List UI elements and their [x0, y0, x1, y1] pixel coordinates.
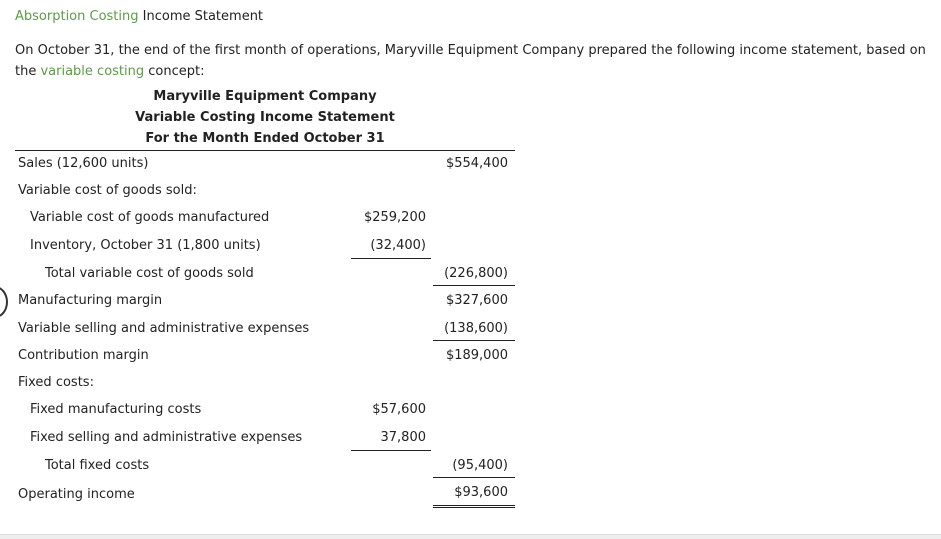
row-label-variable-selling-admin: Variable selling and administrative expenses	[18, 321, 310, 336]
subtotal-rule	[351, 450, 431, 451]
row-value-manufacturing-margin: $327,600	[445, 293, 508, 308]
subtotal-rule	[433, 340, 515, 341]
row-label-contribution-margin: Contribution margin	[18, 348, 149, 363]
row-value-variable-cogm: $259,200	[363, 210, 426, 225]
row-label-sales: Sales (12,600 units)	[18, 156, 149, 171]
row-label-total-fixed-costs: Total fixed costs	[45, 458, 150, 473]
row-value-inventory: (32,400)	[370, 238, 426, 253]
header-rule	[15, 150, 515, 151]
row-label-operating-income: Operating income	[18, 487, 135, 502]
row-value-fixed-selling-admin: 37,800	[380, 430, 426, 445]
row-value-fixed-manufacturing: $57,600	[372, 402, 426, 417]
row-value-variable-selling-admin: (138,600)	[444, 321, 508, 336]
absorption-costing-link[interactable]: Absorption Costing	[15, 9, 139, 24]
intro-text-after: concept:	[144, 64, 205, 79]
company-name: Maryville Equipment Company	[153, 89, 377, 104]
row-label-variable-cogs: Variable cost of goods sold:	[18, 183, 197, 198]
cursor-circle-icon	[0, 286, 8, 318]
row-label-manufacturing-margin: Manufacturing margin	[18, 293, 163, 308]
variable-costing-link[interactable]: variable costing	[40, 64, 145, 79]
statement-period: For the Month Ended October 31	[145, 131, 385, 146]
row-label-fixed-costs: Fixed costs:	[18, 375, 94, 390]
row-value-total-variable-cogs: (226,800)	[444, 266, 508, 281]
heading-rest-text: Income Statement	[138, 9, 264, 24]
row-label-variable-cogm: Variable cost of goods manufactured	[30, 210, 270, 225]
row-label-inventory: Inventory, October 31 (1,800 units)	[30, 238, 261, 253]
row-value-contribution-margin: $189,000	[445, 348, 508, 363]
total-double-rule	[433, 505, 515, 508]
row-label-fixed-selling-admin: Fixed selling and administrative expenses	[30, 430, 303, 445]
statement-title: Variable Costing Income Statement	[135, 110, 395, 125]
row-value-operating-income: $93,600	[454, 485, 508, 500]
page-heading	[15, 9, 263, 24]
subtotal-rule	[433, 285, 515, 286]
row-label-total-variable-cogs: Total variable cost of goods sold	[45, 266, 254, 281]
subtotal-rule	[433, 477, 515, 478]
row-value-total-fixed-costs: (95,400)	[452, 458, 508, 473]
row-value-sales: $554,400	[445, 156, 508, 171]
page-bottom-divider	[0, 534, 941, 539]
intro-text-before: On October 31, the end of the first month of operations, Maryville Equipment Company prepared the following income statement, based on the	[15, 43, 926, 79]
row-label-fixed-manufacturing: Fixed manufacturing costs	[30, 402, 202, 417]
intro-paragraph	[15, 40, 930, 82]
subtotal-rule	[351, 258, 431, 259]
